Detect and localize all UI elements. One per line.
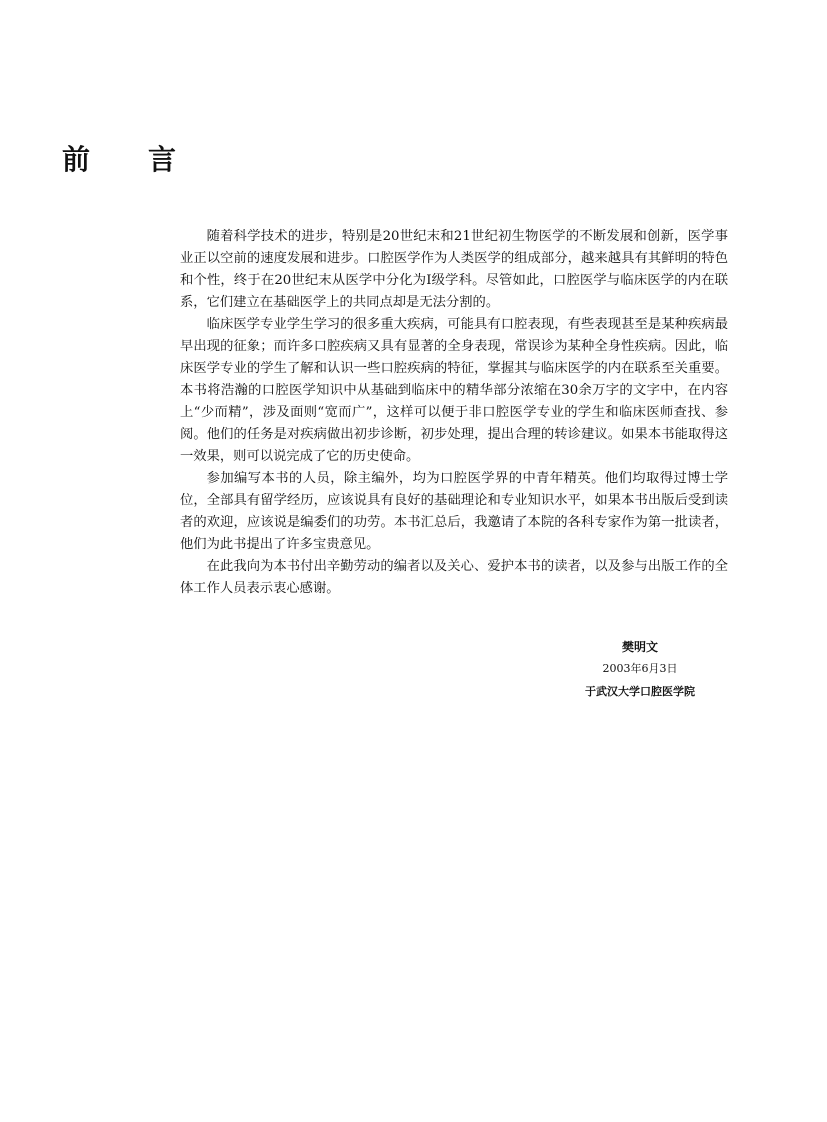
paragraph-1: 随着科学技术的进步，特别是20世纪末和21世纪初生物医学的不断发展和创新，医学事业正以空前的速度发展和进步。口腔医学作为人类医学的组成部分，越来越具有其鲜明的特色和个性，终于在20世纪末从医学中分化为Ⅰ级学科。尽管如此，口腔医学与临床医学的内在联系，它们建立在基础医学上的共同点却是无法分割的。 xyxy=(180,229,728,310)
paragraph-3: 参加编写本书的人员，除主编外，均为口腔医学界的中青年精英。他们均取得过博士学位，全部具有留学经历，应该说具有良好的基础理论和专业知识水平，如果本书出版后受到读者的欢迎，应该说是编委们的功劳。本书汇总后，我邀请了本院的各科专家作为第一批读者，他们为此书提出了许多宝贵意见。 xyxy=(180,471,728,552)
paragraph-2: 临床医学专业学生学习的很多重大疾病，可能具有口腔表现，有些表现甚至是某种疾病最早出现的征象；而许多口腔疾病又具有显著的全身表现，常误诊为某种全身性疾病。因此，临床医学专业的学生了解和认识一些口腔疾病的特征，掌握其与临床医学的内在联系至关重要。本书将浩瀚的口腔医学知识中从基础到临床中的精华部分浓缩在30余万字的文字中，在内容上“少而精”，涉及面则“宽而广”，这样可以便于非口腔医学专业的学生和临床医师查找、参阅。他们的任务是对疾病做出初步诊断，初步处理，提出合理的转诊建议。如果本书能取得这一效果，则可以说完成了它的历史使命。 xyxy=(180,317,728,464)
author-name: 樊明文 xyxy=(621,640,658,654)
preface-body xyxy=(180,226,728,600)
page-title xyxy=(62,140,202,180)
paragraph-4: 在此我向为本书付出辛勤劳动的编者以及关心、爱护本书的读者，以及参与出版工作的全体工作人员表示衷心感谢。 xyxy=(180,559,728,596)
signature-place: 于武汉大学口腔医学院 xyxy=(585,685,695,698)
signature-date: 2003年6月3日 xyxy=(602,662,678,675)
title-char-1: 前 xyxy=(62,143,91,176)
title-char-2: 言 xyxy=(148,143,177,176)
